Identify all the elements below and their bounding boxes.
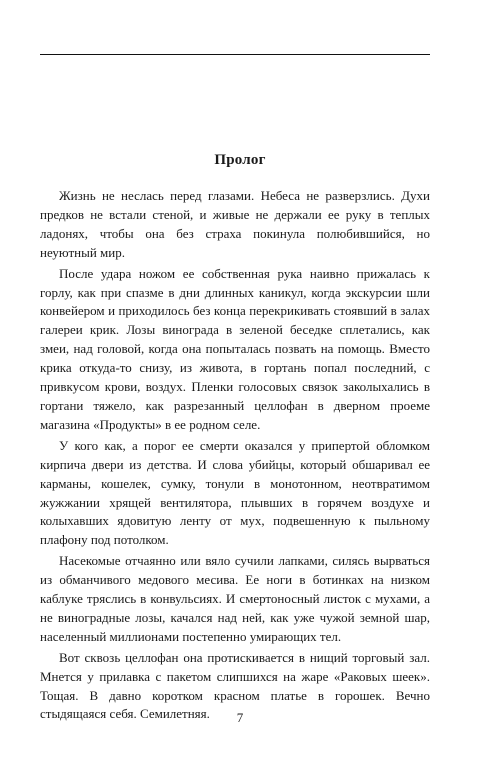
paragraph: У кого как, а порог ее смерти оказался у припертой обломком кирпича двери из детства. И слова убийцы, который обшаривал ее карманы, кошелек, сумку, тонули в монотонном, неотвратимом жужжании хрящей вентилятора, плывших в горячем воздухе и колыхавших ядовитую ленту от мух, подвешенную к пыльному плафону под потолком. (40, 437, 430, 548)
chapter-title: Пролог (214, 152, 266, 168)
paragraph: Насекомые отчаянно или вяло сучили лапками, силясь вырваться из обманчивого медового месива. Ее ноги в ботинках на низком каблуке тряслись в конвульсиях. И смертоносный листок с мухами, а не виноградные лозы, качался над ней, как уже чужой земной шар, населенный миллионами постепенно умирающих тел. (40, 553, 430, 644)
paragraph: Вот сквозь целлофан она протискивается в нищий торговый зал. Мнется у прилавка с пакетом слипшихся на жаре «Раковых шеек». Тощая. В давно коротком красном платье в горошек. Вечно стыдящаяся себя. Семилетняя. (40, 649, 430, 722)
chapter-body (40, 187, 430, 726)
page-number: 7 (236, 710, 244, 725)
paragraph: После удара ножом ее собственная рука наивно прижалась к горлу, как при спазме в дни длинных каникул, когда экскурсии шли конвейером и приходилось без конца перекрикивать стоявший в залах галереи крик. Лозы винограда в зеленой беседке сплетались, как змеи, над головой, когда она попыталась позвать на помощь. Вместо крика откуда-то снизу, из живота, в гортань попал последний, с привкусом крови, воздух. Пленки голосовых связок заколыхались в гортани тяжело, как разрезанный целлофан в дверном проеме магазина «Продукты» в ее родном селе. (40, 265, 430, 432)
paragraph: Жизнь не неслась перед глазами. Небеса не разверзлись. Духи предков не встали стеной, и живые не держали ее руку в теплых ладонях, чтобы она без страха покинула полюбившийся, но неуютный мир. (40, 188, 430, 260)
header-rule (40, 54, 430, 55)
